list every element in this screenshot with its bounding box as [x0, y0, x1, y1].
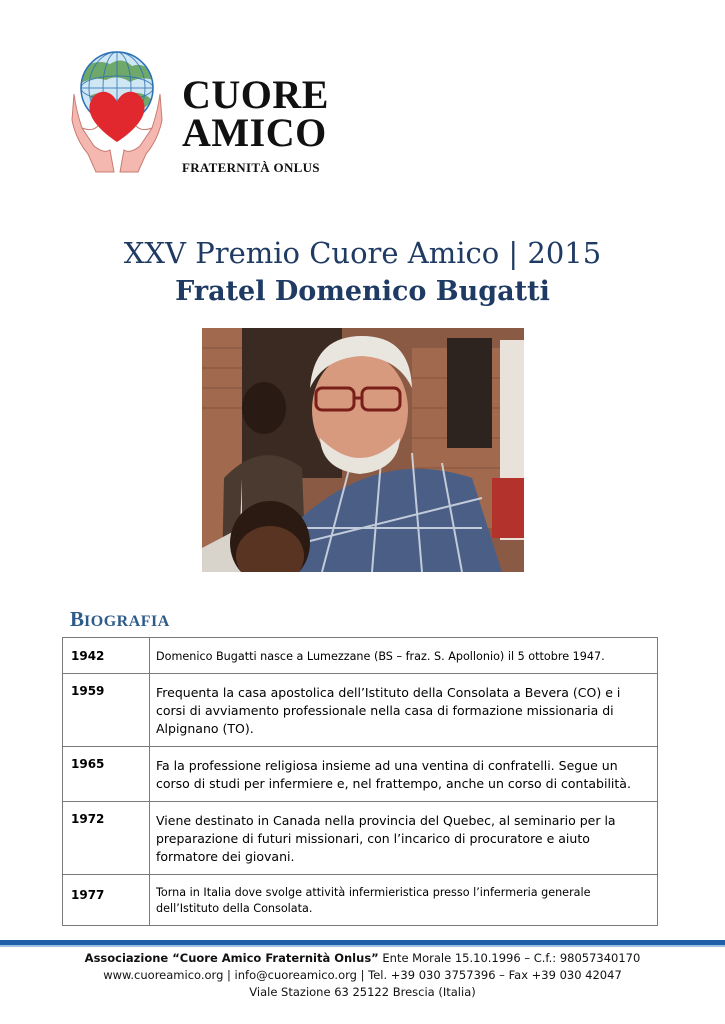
footer-address: Viale Stazione 63 25122 Brescia (Italia) [249, 985, 476, 999]
logo [70, 50, 340, 180]
portrait-photo [202, 328, 524, 572]
portrait-photo-icon [202, 328, 524, 572]
table-row [63, 875, 658, 926]
biography-heading-cap: B [70, 607, 85, 631]
brand-line-3: FRATERNITÀ ONLUS [182, 160, 320, 175]
table-row [63, 747, 658, 802]
event-cell: Frequenta la casa apostolica dell’Istituto della Consolata a Bevera (CO) e i corsi di avviamento professionale nella casa di formazione missionaria di Alpignano (TO). [150, 674, 658, 747]
year-cell: 1942 [63, 638, 150, 674]
globe-heart-hands-icon [70, 50, 170, 180]
biography-heading [70, 607, 170, 632]
footer-rule-light [0, 945, 725, 947]
biography-table [62, 637, 658, 926]
table-row [63, 802, 658, 875]
footer-contacts: www.cuoreamico.org | info@cuoreamico.org | Tel. +39 030 3757396 – Fax +39 030 42047 [103, 968, 622, 982]
footer-org-details: Ente Morale 15.10.1996 – C.f.: 98057340170 [378, 951, 641, 965]
event-cell: Fa la professione religiosa insieme ad una ventina di confratelli. Segue un corso di studi per infermiere e, nel frattempo, anche un corso di contabilità. [150, 747, 658, 802]
year-cell: 1965 [63, 747, 150, 802]
year-cell: 1977 [63, 875, 150, 926]
award-title: XXV Premio Cuore Amico | 2015 [123, 236, 602, 270]
brand-line-1: CUORE [182, 72, 329, 117]
year-cell: 1959 [63, 674, 150, 747]
brand-wordmark [182, 72, 329, 176]
footer-line-1 [0, 950, 725, 967]
event-cell: Viene destinato in Canada nella provincia del Quebec, al seminario per la preparazione di futuri missionari, con l’incarico di procuratore e aiuto formatore dei giovani. [150, 802, 658, 875]
footer [0, 950, 725, 1001]
table-row [63, 638, 658, 674]
honoree-name: Fratel Domenico Bugatti [175, 276, 550, 307]
brand-line-2: AMICO [182, 110, 327, 155]
footer-org-name: Associazione “Cuore Amico Fraternità Onlus” [84, 951, 379, 965]
event-cell: Torna in Italia dove svolge attività infermieristica presso l’infermeria generale dell’Istituto della Consolata. [150, 875, 658, 926]
event-cell: Domenico Bugatti nasce a Lumezzane (BS – fraz. S. Apollonio) il 5 ottobre 1947. [150, 638, 658, 674]
table-row [63, 674, 658, 747]
biography-heading-rest: IOGRAFIA [84, 613, 170, 630]
year-cell: 1972 [63, 802, 150, 875]
